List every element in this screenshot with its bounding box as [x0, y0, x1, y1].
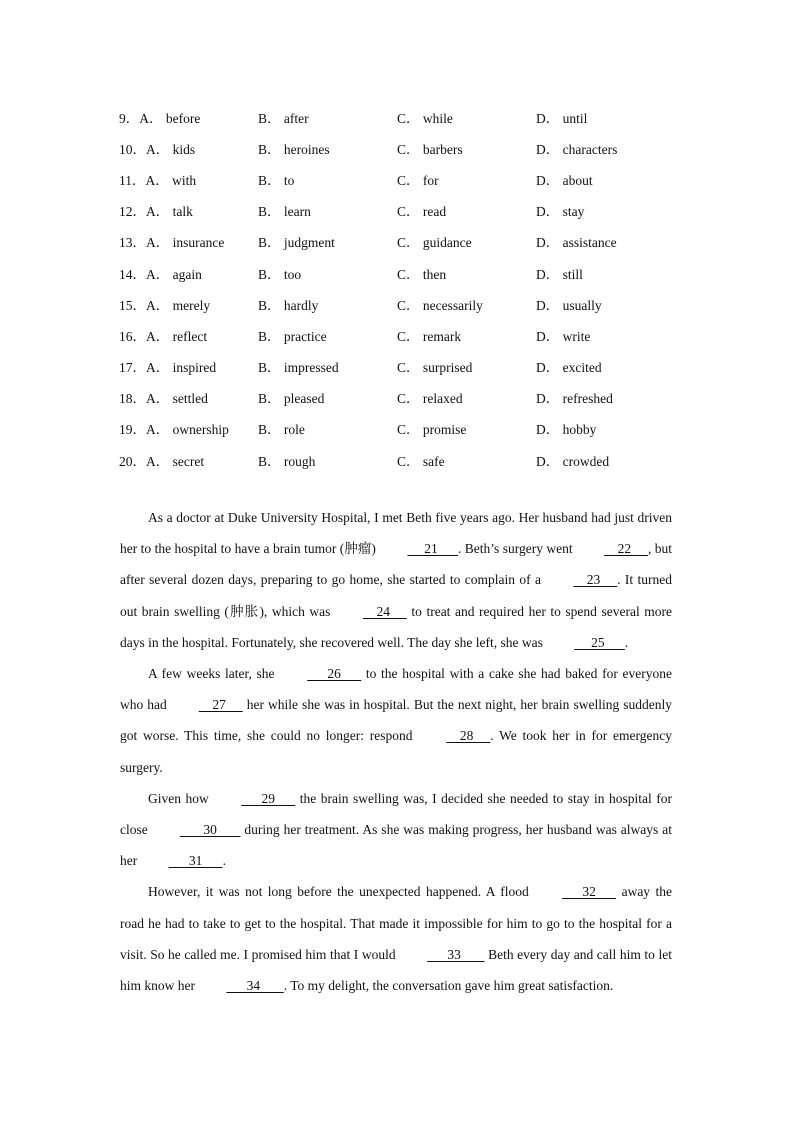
- option-b: B． hardly: [258, 297, 319, 313]
- option-a-text: A． reflect: [146, 328, 208, 344]
- option-a: [119, 294, 258, 314]
- option-c: C． surprised: [397, 360, 473, 376]
- option-a: [119, 231, 258, 251]
- passage-text: to the hospital with a cake she had baked for everyone who had: [120, 666, 672, 713]
- option-d: D． hobby: [536, 422, 597, 438]
- option-row: [119, 351, 679, 382]
- option-a: [119, 356, 258, 376]
- option-b: B． practice: [258, 328, 327, 344]
- option-a-text: A． kids: [146, 141, 196, 157]
- option-a-text: A． secret: [146, 453, 205, 469]
- option-a-text: A． with: [145, 172, 197, 188]
- option-b: B． after: [258, 110, 309, 126]
- option-b: B． pleased: [258, 391, 325, 407]
- option-a: [119, 325, 258, 345]
- option-b: B． learn: [258, 204, 311, 220]
- option-a-text: A． talk: [146, 204, 193, 220]
- option-row: [119, 444, 679, 475]
- blank-23: 23: [573, 572, 618, 588]
- blank-29: 29: [241, 790, 296, 806]
- option-a-text: A． again: [146, 266, 202, 282]
- passage-text: However, it was not long before the unexpected happened. A flood: [148, 884, 535, 900]
- option-c: C． guidance: [397, 235, 472, 251]
- blank-33: 33: [427, 946, 485, 962]
- passage-text: . It turned out brain swelling (肿胀), which was: [120, 572, 672, 619]
- option-d: D． until: [536, 110, 588, 126]
- option-a-text: A． insurance: [146, 235, 225, 251]
- question-number: 12．: [119, 204, 146, 220]
- option-c: C． while: [397, 110, 453, 126]
- cloze-passage: [120, 502, 672, 1001]
- paragraph-1: [120, 502, 672, 658]
- blank-32: 32: [562, 884, 617, 900]
- option-d: D． stay: [536, 204, 585, 220]
- option-c: C． remark: [397, 328, 462, 344]
- blank-27: 27: [198, 697, 243, 713]
- option-d: D． assistance: [536, 235, 617, 251]
- blank-25: 25: [574, 634, 625, 650]
- option-a-text: A． before: [139, 110, 201, 126]
- passage-text: the brain swelling was, I decided she needed to stay in hospital for close: [120, 790, 673, 838]
- passage-text: As a doctor at Duke University Hospital, I met Beth five years ago. Her husband had just driven her to the hospital to have a brain tumor (肿瘤): [120, 510, 672, 557]
- option-d: D． about: [536, 172, 593, 188]
- option-a-text: A． merely: [146, 297, 211, 313]
- question-number: 13．: [119, 235, 146, 251]
- option-a: [119, 263, 258, 283]
- option-a: [119, 107, 258, 127]
- question-number: 10．: [119, 141, 146, 157]
- option-d: D． refreshed: [536, 391, 613, 407]
- option-c: C． promise: [397, 422, 467, 438]
- blank-26: 26: [307, 666, 362, 682]
- option-row: [119, 413, 679, 444]
- passage-text: . Beth’s surgery went: [457, 541, 577, 557]
- passage-text: her while she was in hospital. But the next night, her brain swelling suddenly got worse. This time, she could no longer: respond: [120, 697, 672, 744]
- passage-text: . To my delight, the conversation gave him great satisfaction.: [283, 978, 614, 994]
- blank-28: 28: [446, 728, 491, 744]
- option-row: [119, 257, 679, 288]
- option-row: [119, 132, 679, 163]
- paragraph-4: [120, 876, 672, 1001]
- option-b: B． heroines: [258, 141, 330, 157]
- question-number: 16．: [119, 328, 146, 344]
- passage-text: .: [624, 634, 629, 650]
- option-row: [119, 195, 679, 226]
- answer-options: [119, 101, 679, 475]
- option-b: B． impressed: [258, 360, 339, 376]
- option-b: B． rough: [258, 453, 316, 469]
- option-a: [119, 200, 258, 220]
- question-number: 9．: [119, 110, 140, 126]
- option-d: D． usually: [536, 297, 602, 313]
- passage-text: . We took her in for emergency surgery.: [120, 728, 673, 775]
- blank-34: 34: [226, 978, 284, 994]
- passage-text: A few weeks later, she: [148, 666, 280, 682]
- option-a: [119, 387, 258, 407]
- option-a-text: A． inspired: [146, 360, 217, 376]
- option-row: [119, 226, 679, 257]
- passage-text: Beth every day and call him to let him know her: [120, 946, 672, 994]
- question-number: 18．: [119, 391, 146, 407]
- option-row: [119, 319, 679, 350]
- option-d: D． excited: [536, 360, 602, 376]
- question-number: 11．: [119, 172, 146, 188]
- option-row: [119, 288, 679, 319]
- blank-21: 21: [407, 541, 458, 557]
- blank-31: 31: [168, 853, 223, 869]
- option-row: [119, 163, 679, 194]
- option-b: B． to: [258, 172, 295, 188]
- question-number: 15．: [119, 297, 146, 313]
- passage-text: to treat and required her to spend several more days in the hospital. Fortunately, she recovered well. The day she left, she was: [120, 603, 672, 650]
- blank-24: 24: [362, 603, 407, 619]
- option-a: [119, 138, 258, 158]
- question-number: 19．: [119, 422, 146, 438]
- option-c: C． read: [397, 204, 447, 220]
- option-a: [119, 169, 258, 189]
- option-a: [119, 418, 258, 438]
- passage-text: , but after several dozen days, preparing to go home, she started to complain of a: [120, 541, 672, 588]
- option-c: C． barbers: [397, 141, 463, 157]
- blank-30: 30: [179, 822, 241, 838]
- paragraph-3: [120, 783, 672, 877]
- option-d: D． characters: [536, 141, 618, 157]
- passage-text: Given how: [148, 790, 214, 806]
- option-row: [119, 382, 679, 413]
- option-d: D． still: [536, 266, 583, 282]
- option-row: [119, 101, 679, 132]
- option-b: B． too: [258, 266, 302, 282]
- question-number: 17．: [119, 360, 146, 376]
- passage-text: .: [222, 853, 226, 869]
- option-a: [119, 450, 258, 470]
- question-number: 20．: [119, 453, 146, 469]
- passage-text: away the road he had to take to get to the hospital. That made it impossible for him to go to the hospital for a visit. So he called me. I promised him that I would: [120, 884, 672, 962]
- blank-22: 22: [604, 541, 648, 557]
- option-c: C． safe: [397, 453, 445, 469]
- option-c: C． then: [397, 266, 447, 282]
- option-b: B． judgment: [258, 235, 335, 251]
- passage-text: during her treatment. As she was making progress, her husband was always at her: [120, 822, 672, 869]
- option-c: C． necessarily: [397, 297, 483, 313]
- paragraph-2: [120, 658, 672, 783]
- option-a-text: A． ownership: [146, 422, 229, 438]
- option-d: D． crowded: [536, 453, 610, 469]
- option-c: C． for: [397, 172, 439, 188]
- option-b: B． role: [258, 422, 305, 438]
- question-number: 14．: [119, 266, 146, 282]
- option-c: C． relaxed: [397, 391, 463, 407]
- option-d: D． write: [536, 328, 591, 344]
- option-a-text: A． settled: [146, 391, 208, 407]
